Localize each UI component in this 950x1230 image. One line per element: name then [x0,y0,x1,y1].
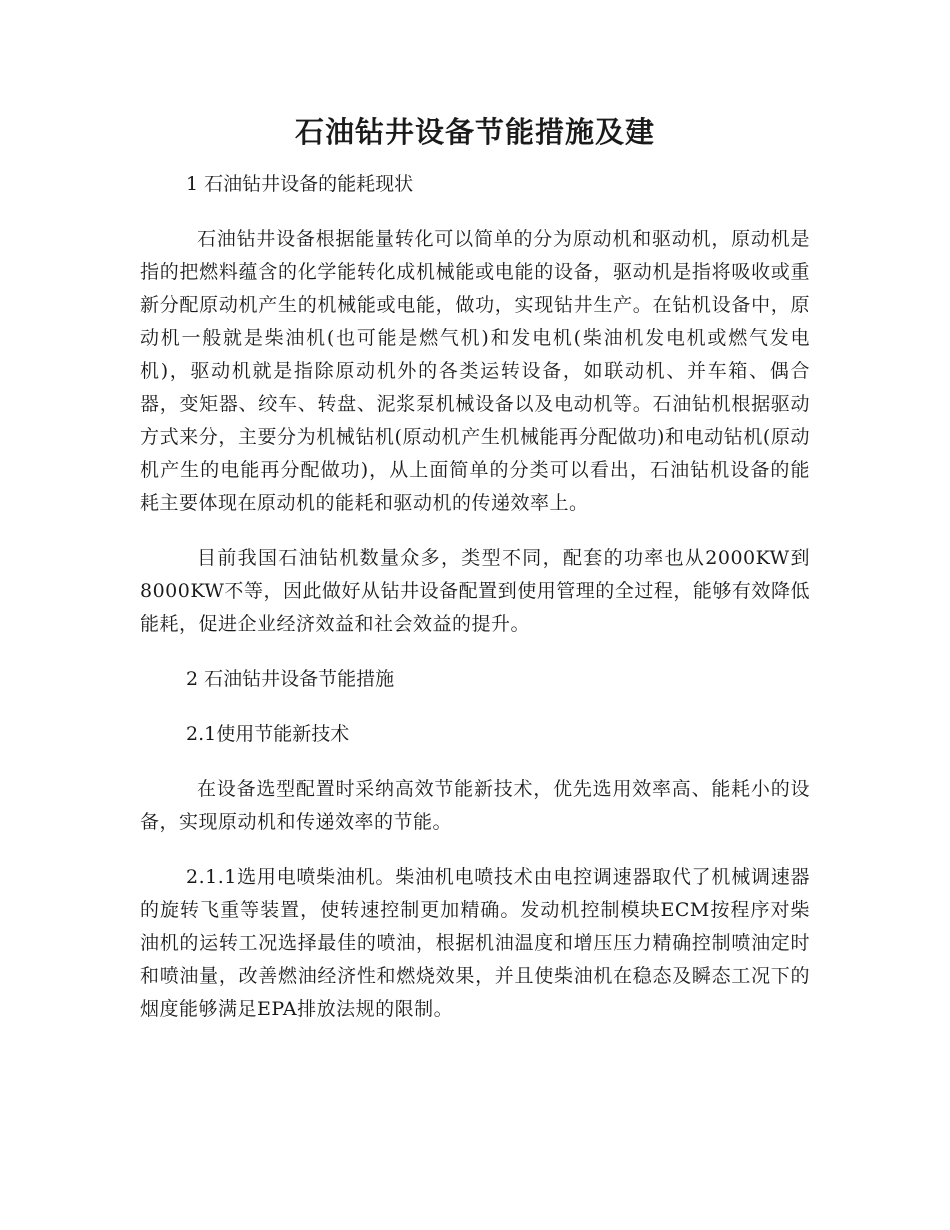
section-2-1-paragraph: 在设备选型配置时采纳高效节能新技术，优先选用效率高、能耗小的设备，实现原动机和传递效率的节能。 [140,778,810,833]
document-title: 石油钻井设备节能措施及建 [294,115,655,149]
section-2-heading: 2 石油钻井设备节能措施 [186,668,395,690]
section-2-1-heading: 2.1使用节能新技术 [186,723,350,745]
section-1-heading: 1 石油钻井设备的能耗现状 [186,173,414,195]
section-1-paragraph-2: 目前我国石油钻机数量众多，类型不同，配套的功率也从2000KW到8000KW不等，因此做好从钻井设备配置到使用管理的全过程，能够有效降低能耗，促进企业经济效益和社会效益的提升。 [140,547,810,635]
section-1-paragraph-1: 石油钻井设备根据能量转化可以简单的分为原动机和驱动机，原动机是指的把燃料蕴含的化学能转化成机械能或电能的设备，驱动机是指将吸收或重新分配原动机产生的机械能或电能，做功，实现钻井生产。在钻机设备中，原动机一般就是柴油机(也可能是燃气机)和发电机(柴油机发电机或燃气发电机)，驱动机就是指除原动机外的各类运转设备，如联动机、并车箱、偶合器，变矩器、绞车、转盘、泥浆泵机械设备以及电动机等。石油钻机根据驱动方式来分，主要分为机械钻机(原动机产生机械能再分配做功)和电动钻机(原动机产生的电能再分配做功)，从上面简单的分类可以看出，石油钻机设备的能耗主要体现在原动机的能耗和驱动机的传递效率上。 [140,228,810,514]
document-body [140,168,810,1026]
section-2-1-1-paragraph: 2.1.1选用电喷柴油机。柴油机电喷技术由电控调速器取代了机械调速器的旋转飞重等装置，使转速控制更加精确。发动机控制模块ECM按程序对柴油机的运转工况选择最佳的喷油，根据机油温度和增压压力精确控制喷油定时和喷油量，改善燃油经济性和燃烧效果，并且使柴油机在稳态及瞬态工况下的烟度能够满足EPA排放法规的限制。 [140,866,810,1020]
